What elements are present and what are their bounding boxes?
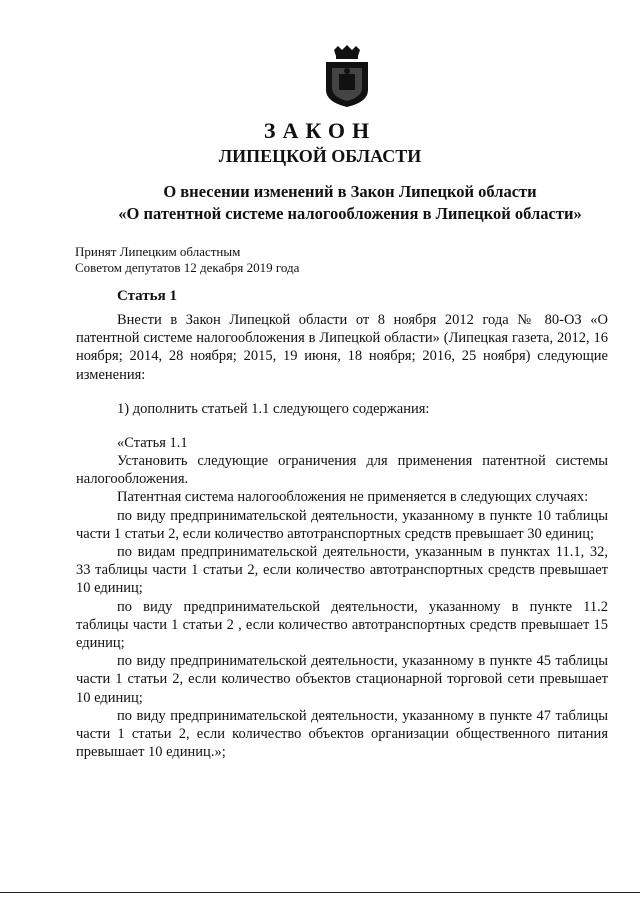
law-title: ЗАКОН	[263, 118, 377, 143]
body-paragraph: по видам предпринимательской деятельности, указанным в пунктах 11.1, 32, 33 таблицы части 1 статьи 2, если количество автотранспортных средств превышает 10 единиц;	[76, 544, 608, 597]
body-paragraph: по виду предпринимательской деятельности, указанному в пункте 11.2 таблицы части 1 статьи 2 , если количество автотранспортных средств превышает 15 единиц;	[76, 598, 608, 652]
quoted-article-heading: «Статья 1.1	[117, 435, 188, 451]
region-title: ЛИПЕЦКОЙ ОБЛАСТИ	[218, 146, 422, 166]
page-bottom-rule	[0, 892, 640, 893]
amendment-item-1: 1) дополнить статьей 1.1 следующего содержания:	[117, 401, 430, 417]
body-paragraph: Установить следующие ограничения для применения патентной системы налогообложения.	[76, 453, 608, 488]
adoption-line-2: Советом депутатов 12 декабря 2019 года	[75, 259, 300, 275]
body-paragraph: Патентная система налогообложения не применяется в следующих случаях:	[117, 489, 589, 506]
quoted-article-body	[76, 452, 608, 761]
subject-line-1: О внесении изменений в Закон Липецкой области	[163, 182, 537, 201]
subject-line-2: «О патентной системе налогообложения в Липецкой области»	[118, 204, 582, 223]
law-subject	[60, 181, 640, 225]
article-heading: Статья 1	[117, 288, 177, 304]
coat-of-arms-emblem	[322, 44, 372, 108]
body-paragraph: по виду предпринимательской деятельности, указанному в пункте 45 таблицы части 1 статьи 2, если количество объектов стационарной торговой сети превышает 10 единиц;	[76, 653, 608, 706]
adoption-note	[75, 244, 299, 275]
body-paragraph: по виду предпринимательской деятельности, указанному в пункте 47 таблицы части 1 статьи 2, если количество объектов организации общественного питания превышает 10 единиц.»;	[76, 707, 608, 761]
adoption-line-1: Принят Липецким областным	[75, 244, 241, 259]
article-intro-paragraph: Внести в Закон Липецкой области от 8 ноября 2012 года № 80-ОЗ «О патентной системе налогообложения в Липецкой области» (Липецкая газета, 2012, 16 ноября; 2014, 28 ноября; 2015, 19 июня, 18 ноября; 2016, 25 ноября) следующие изменения:	[76, 312, 608, 383]
body-paragraph: по виду предпринимательской деятельности, указанному в пункте 10 таблицы части 1 статьи 2, если количество автотранспортных средств превышает 30 единиц;	[76, 507, 608, 542]
